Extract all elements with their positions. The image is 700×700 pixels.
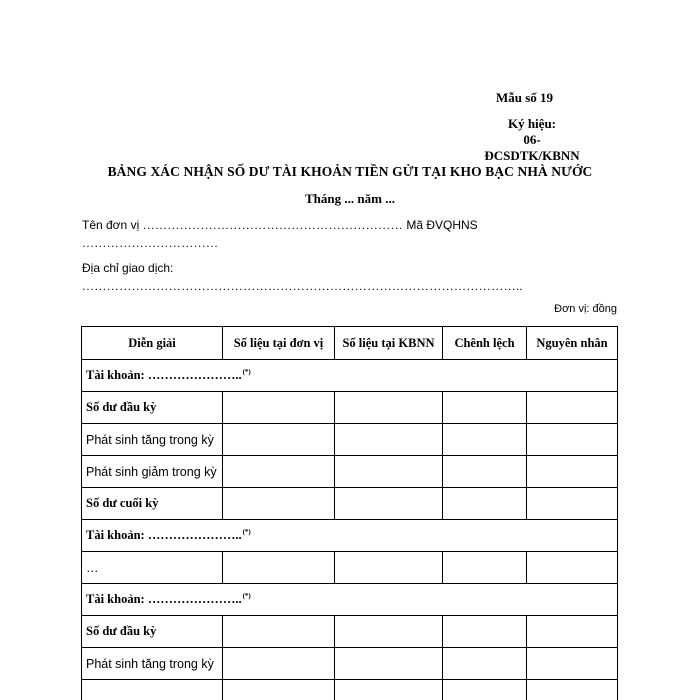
footnote-marker: (*) (242, 367, 251, 376)
address-dots-line (82, 279, 523, 294)
document-period: Tháng ... năm ... (305, 191, 395, 206)
account-label: Tài khoản: ………………….. (86, 368, 242, 383)
footnote-marker: (*) (242, 591, 251, 600)
account-label-cell (82, 520, 618, 552)
closing-balance-label: Số dư cuối kỳ (82, 488, 223, 520)
table-cell[interactable] (527, 392, 618, 424)
currency-unit-note: Đơn vị: đồng (554, 303, 617, 315)
account-row (82, 520, 618, 552)
table-row (82, 456, 618, 488)
table-cell[interactable] (443, 456, 527, 488)
table-cell[interactable] (223, 392, 335, 424)
account-row (82, 360, 618, 392)
table-cell-empty (82, 680, 223, 700)
unit-name-label: Tên đơn vị (82, 218, 140, 232)
unit-code-dots: …………………………… (82, 236, 219, 250)
table-cell[interactable] (223, 552, 335, 584)
address-line (82, 261, 173, 275)
table-cell[interactable] (443, 616, 527, 648)
address-label: Địa chỉ giao dịch: (82, 261, 174, 275)
increase-label: Phát sinh tăng trong kỳ (82, 648, 223, 680)
table-row (82, 392, 618, 424)
table-cell[interactable] (335, 456, 443, 488)
decrease-label: Phát sinh giảm trong kỳ (82, 456, 223, 488)
ellipsis-label: … (82, 552, 223, 584)
table-cell[interactable] (223, 616, 335, 648)
address-dots: …………………………………………………………………………………………….. (82, 279, 523, 293)
account-label-cell (82, 584, 618, 616)
table-row (82, 616, 618, 648)
form-symbol (478, 116, 586, 164)
table-cell[interactable] (223, 456, 335, 488)
table-cell[interactable] (335, 680, 443, 700)
table-cell[interactable] (223, 424, 335, 456)
table-cell[interactable] (527, 648, 618, 680)
table-cell[interactable] (335, 488, 443, 520)
table-cell[interactable] (443, 648, 527, 680)
table-cell[interactable] (527, 552, 618, 584)
column-header-difference: Chênh lệch (443, 327, 527, 360)
increase-label: Phát sinh tăng trong kỳ (82, 424, 223, 456)
account-label-cell (82, 360, 618, 392)
table-row (82, 424, 618, 456)
account-label: Tài khoản: ………………….. (86, 592, 242, 607)
unit-code-line (82, 236, 218, 251)
table-cell[interactable] (335, 648, 443, 680)
table-header-row (82, 327, 618, 360)
form-number: Mẫu số 19 (496, 90, 554, 105)
table-row (82, 488, 618, 520)
column-header-description: Diễn giải (82, 327, 223, 360)
table-cell[interactable] (335, 616, 443, 648)
opening-balance-label: Số dư đầu kỳ (82, 616, 223, 648)
form-symbol-label: Ký hiệu: (507, 116, 557, 131)
column-header-unit-figures: Số liệu tại đơn vị (223, 327, 335, 360)
column-header-treasury-figures: Số liệu tại KBNN (335, 327, 443, 360)
table-cell[interactable] (443, 488, 527, 520)
table-cell[interactable] (443, 424, 527, 456)
table-cell[interactable] (443, 392, 527, 424)
form-symbol-code: 06-ĐCSDTK/KBNN (484, 132, 580, 163)
unit-name-dots: ……………………………………………………… (142, 218, 403, 232)
table-cell[interactable] (223, 680, 335, 700)
table-cell[interactable] (527, 424, 618, 456)
table-cell[interactable] (527, 456, 618, 488)
unit-code-label: Mã ĐVQHNS (406, 218, 478, 232)
account-row (82, 584, 618, 616)
document-title: BẢNG XÁC NHẬN SỐ DƯ TÀI KHOẢN TIỀN GỬI TẠI KHO BẠC NHÀ NƯỚC (107, 164, 593, 179)
footnote-marker: (*) (242, 527, 251, 536)
table-cell[interactable] (443, 552, 527, 584)
table-cell[interactable] (223, 488, 335, 520)
table-cell[interactable] (335, 552, 443, 584)
table-cell[interactable] (527, 488, 618, 520)
unit-name-line (82, 218, 478, 233)
table-cell[interactable] (335, 392, 443, 424)
account-label: Tài khoản: ………………….. (86, 528, 242, 543)
table-row (82, 680, 618, 700)
table-cell[interactable] (443, 680, 527, 700)
table-cell[interactable] (223, 648, 335, 680)
opening-balance-label: Số dư đầu kỳ (82, 392, 223, 424)
table-cell[interactable] (527, 680, 618, 700)
balance-confirmation-table (81, 326, 618, 700)
table-cell[interactable] (527, 616, 618, 648)
table-cell[interactable] (335, 424, 443, 456)
table-row (82, 552, 618, 584)
table-row (82, 648, 618, 680)
column-header-reason: Nguyên nhân (527, 327, 618, 360)
